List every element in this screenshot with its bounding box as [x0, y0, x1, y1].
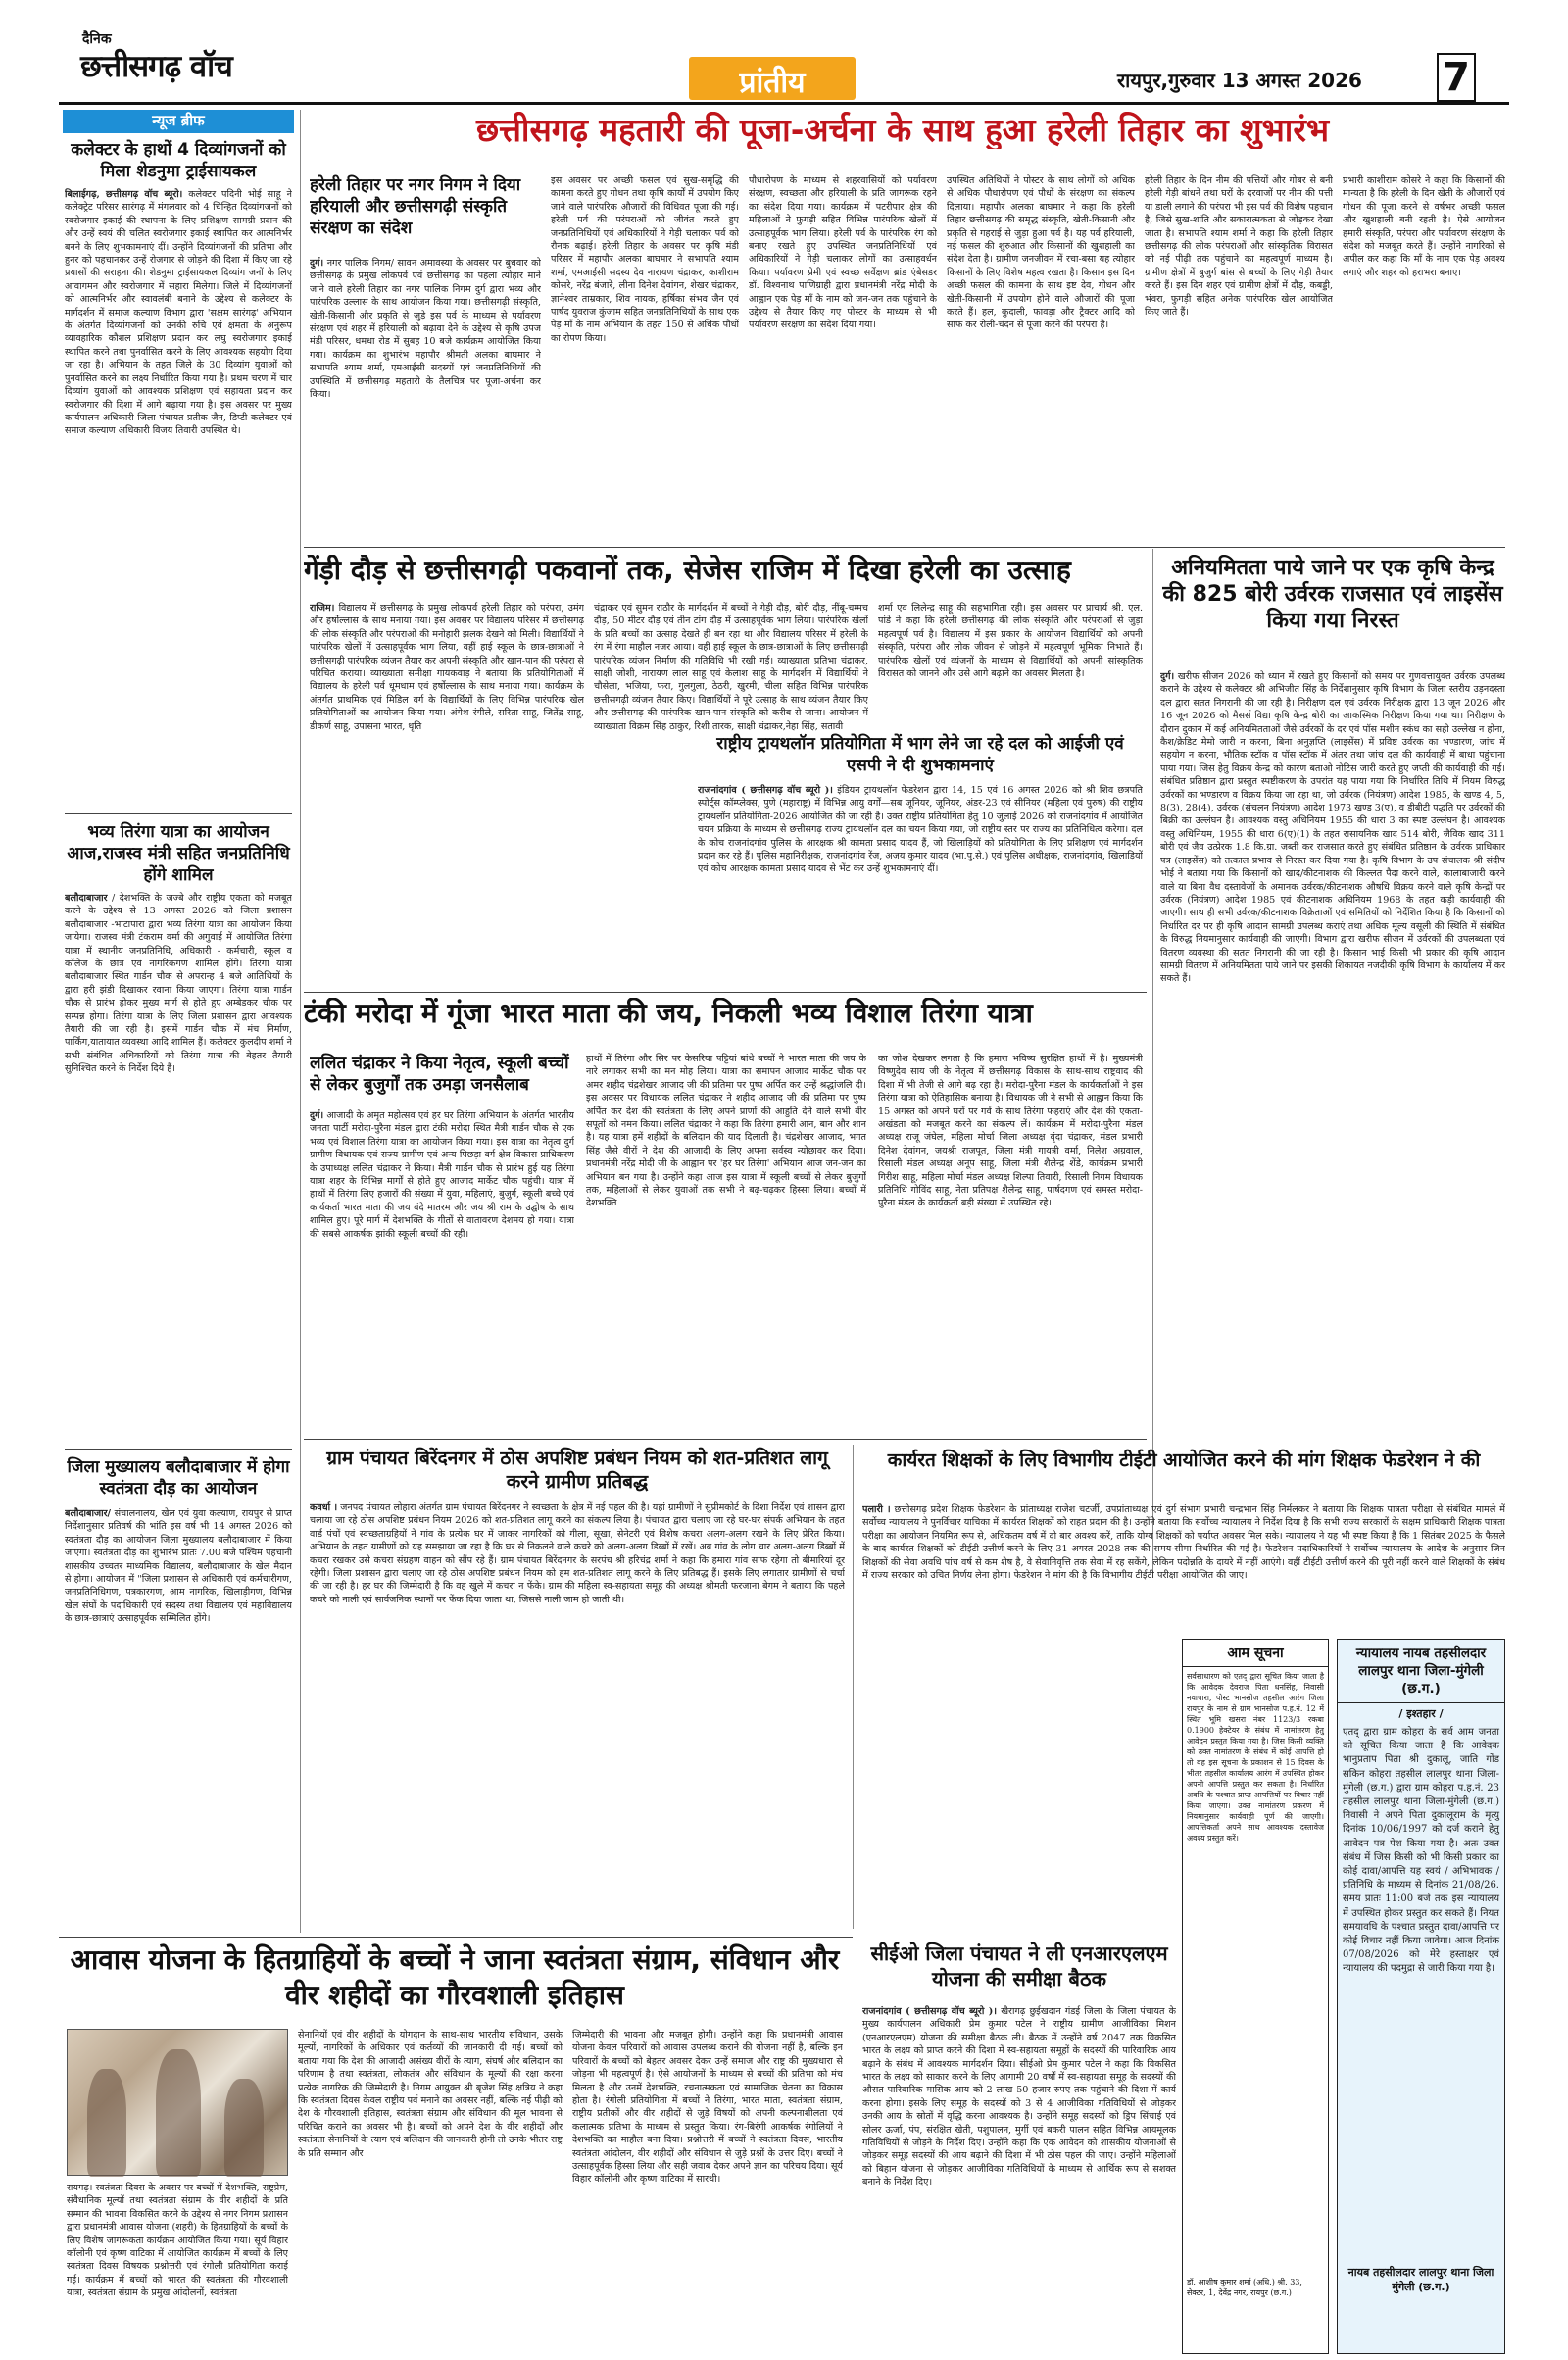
- brief-3-body: [65, 1507, 292, 1927]
- news-brief-label: न्यूज ब्रीफ: [152, 112, 205, 129]
- story1-col-1: [310, 257, 541, 539]
- story7-dateline: पलारी ।: [862, 1504, 891, 1515]
- story5-divider: [304, 1439, 1147, 1440]
- story1-col-4: उपस्थित अतिथियों ने पोस्टर के साथ लोगों को अधिक से अधिक पौधारोपण एवं पौधों के संरक्षण का संकल्प दिलाया। महापौर अलका बाघमार ने कहा कि हरेली तिहार छत्तीसगढ़ की समृद्ध संस्कृति, खेती-किसानी और प्रकृति से गहराई से जुड़ा हुआ पर्व है। यह पर्व हरियाली, नई फसल की शुरुआत और किसानों की खुशहाली का संदेश देता है। ग्रामीण जनजीवन में रचा-बसा यह त्योहार किसानों के लिए विशेष महत्व रखता है। किसान इस दिन अच्छी फसल की कामना के साथ इष्ट देव, गोधन और खेती-किसानी में उपयोग होने वाले औजारों की पूजा करते हैं। हल, कुदाली, फावड़ा और ट्रैक्टर आदि को साफ कर रोली-चंदन से पूजा करने की परंपरा है।: [947, 175, 1135, 331]
- story1-subhead: हरेली तिहार पर नगर निगम ने दिया हरियाली और छत्तीसगढ़ी संस्कृति संरक्षण का संदेश: [310, 175, 521, 238]
- story5-headline: टंकी मरोदा में गूंजा भारत माता की जय, निकली भव्य विशाल तिरंगा यात्रा: [304, 998, 1033, 1029]
- story1-col-6: प्रभारी काशीराम कोसरे ने कहा कि किसानों की मान्यता है कि हरेली के दिन खेती के औजारों एवं गोधन की पूजा करने से वर्षभर अच्छी फसल और खुशहाली बनी रहती है। ऐसे आयोजन हमारी संस्कृति, परंपरा और पर्यावरण संरक्षण के संदेश को मजबूत करते हैं। उन्होंने नागरिकों से अपील कर कहा कि माँ के नाम एक पेड़ अवश्य लगाएं और शहर को हराभरा बनाए।: [1343, 175, 1505, 278]
- story4-body: [698, 784, 1143, 988]
- story4-headline: राष्ट्रीय ट्रायथलॉन प्रतियोगिता में भाग लेने जा रहे दल को आईजी एवं एसपी ने दी शुभकामनाएं: [716, 734, 1124, 775]
- public-notice: [1182, 1639, 1329, 2354]
- event-photo: [67, 2029, 288, 2176]
- story8-col-1: सेनानियों एवं वीर शहीदों के योगदान के साथ-साथ भारतीय संविधान, उसके मूल्यों, नागरिकों के अधिकार एवं कर्तव्यों की जानकारी दी गई। बच्चों को बताया गया कि देश की आजादी असंख्य वीरों के त्याग, संघर्ष और बलिदान का परिणाम है तथा स्वतंत्रता, लोकतंत्र और संविधान के मूल्यों की रक्षा करना प्रत्येक नागरिक की जिम्मेदारी है। निगम आयुक्त श्री बृजेश सिंह क्षत्रिय ने कहा कि स्वतंत्रता दिवस केवल राष्ट्रीय पर्व मनाने का अवसर नहीं, बल्कि नई पीढ़ी को देश के गौरवशाली इतिहास, स्वतंत्रता संग्राम और संविधान की मूल भावना से परिचित कराने का अवसर भी है। बच्चों को अपने देश के वीर शहीदों और स्वतंत्रता सेनानियों के त्याग एवं बलिदान की जानकारी होनी तो उनके भीतर राष्ट्र के प्रति सम्मान और: [298, 2030, 563, 2159]
- story2-col-1-text: विद्यालय में छत्तीसगढ़ के प्रमुख लोकपर्व हरेली तिहार को परंपरा, उमंग और हर्षोल्लास के साथ मनाया गया। इस अवसर पर विद्यालय परिसर में छत्तीसगढ़ की लोक संस्कृति और परंपराओं की मनोहारी झलक देखने को मिली। विद्यार्थियों ने पारंपरिक खेलों में उत्साहपूर्वक भाग लिया, वहीं हाई स्कूल के छात्र-छात्राओं ने छत्तीसगढ़ी पारंपरिक व्यंजन तैयार कर अपनी संस्कृति और खान-पान की परंपरा से परिचित कराया। व्याख्याता समीक्षा गायकवाड़ ने बताया कि प्रतियोगिताओं में विद्यालय के हरेली पर्व धूमधाम एवं हर्षोल्लास के साथ मनाया गया। कार्यक्रम के अंतर्गत प्राथमिक एवं मिडिल वर्ग के विद्यार्थियों के लिए विभिन्न पारंपरिक खेल प्रतियोगिताओं का आयोजन किया गया। अंगेश रंगीले, सरिता साहू, जितेंद्र साहू, डीकर्ण साहू, उपासना भारत, धृति: [310, 603, 584, 732]
- photo-figure-2: [156, 2049, 201, 2177]
- story5-subhead: ललित चंद्राकर ने किया नेतृत्व, स्कूली बच्चों से लेकर बुजुर्गों तक उमड़ा जनसैलाब: [310, 1054, 569, 1095]
- section-title: प्रांतीय: [739, 66, 806, 100]
- brand-top: दैनिक: [82, 31, 112, 47]
- story1-divider: [304, 547, 1505, 548]
- story4-text: इंडियन ट्रायथलॉन फेडरेशन द्वारा 14, 15 एवं 16 अगस्त 2026 को श्री शिव छत्रपति स्पोर्ट्स कॉम्प्लेक्स, पुणे (महाराष्ट्र) में विभिन्न आयु वर्गों—सब जूनियर, जूनियर, अंडर-23 एवं सीनियर (महिला एवं पुरुष) की राष्ट्रीय ट्रायथलॉन प्रतियोगिता-2026 आयोजित की जा रही है। उक्त राष्ट्रीय प्रतियोगिता हेतु 10 जुलाई 2026 को राजनांदगांव में आयोजित चयन प्रक्रिया के माध्यम से छत्तीसगढ़ राज्य ट्रायथलॉन दल का चयन किया गया, जो राष्ट्रीय स्तर पर राज्य का प्रतिनिधित्व करेगा। दल के कोच राजनांदगांव पुलिस के आरक्षक श्री कामता प्रसाद यादव हैं, जो खिलाड़ियों को प्रतियोगिता के लिए प्रशिक्षण एवं मार्गदर्शन प्रदान कर रहे हैं। पुलिस महानिरीक्षक, राजनांदगांव रेंज, अजय कुमार यादव (भा.पु.से.) एवं पुलिस अधीक्षक, राजनांदगांव, खिलाड़ियों एवं कोच आरक्षक कामता प्रसाद यादव से भेंट कर उन्हें शुभकामनाएं दीं।: [698, 785, 1143, 875]
- brief-1-body: [65, 188, 292, 808]
- story6-dateline: कवर्धा ।: [310, 1502, 338, 1513]
- brief-1-dateline: बिलाईगढ़, छत्तीसगढ़ वॉच ब्यूरो।: [65, 189, 183, 200]
- brief-3-text: संचालनालय, खेल एवं युवा कल्याण, रायपुर से प्राप्त निर्देशानुसार प्रतिवर्ष की भांति इस वर्ष भी 14 अगस्त 2026 को स्वतंत्रता दौड़ का आयोजन जिला मुख्यालय बलौदाबाजार में किया जाएगा। स्वतंत्रता दौड़ का शुभारंभ प्रातः 7.00 बजे पश्चिम पहचानी शासकीय उच्चतर माध्यमिक विद्यालय, बलौदाबाजार के खेल मैदान से होगा। आयोजन में "जिला प्रशासन से अधिकारी एवं कर्मचारीगण, जनप्रतिनिधिगण, पत्रकारगण, आम नागरिक, खिलाड़ीगण, विभिन्न खेल संघों के पदाधिकारी एवं सदस्य तथा विद्यालय एवं महाविद्यालय के छात्र-छात्राएं उत्साहपूर्वक सम्मिलित होंगे।: [65, 1508, 292, 1625]
- court-notice-signature: नायब तहसीलदार लालपुर थाना जिला मुंगेली (छ.ग.): [1348, 2266, 1494, 2293]
- story3-divider: [1152, 549, 1153, 1578]
- public-notice-signature: डॉ. आशीष कुमार शर्मा (अधि.) श्री. 33, सेक्टर, 1, देवेंद्र नगर, रायपुर (छ.ग.): [1187, 2278, 1302, 2297]
- brief-2-dateline: बलौदाबाजार: [65, 893, 108, 904]
- story7-headline: कार्यरत शिक्षकों के लिए विभागीय टीईटी आयोजित करने की मांग शिक्षक फेडरेशन ने की: [887, 1450, 1481, 1471]
- masthead: [0, 0, 1568, 102]
- story9-body: [862, 2005, 1176, 2354]
- public-notice-title: आम सूचना: [1183, 1640, 1328, 1667]
- brief-divider-2: [65, 1449, 292, 1450]
- dateline: रायपुर,गुरुवार 13 अगस्त 2026: [1117, 69, 1362, 92]
- story9-text: खैरागढ़ छुईखदान गंडई जिला के जिला पंचायत के मुख्य कार्यपालन अधिकारी प्रेम कुमार पटेल ने राष्ट्रीय ग्रामीण आजीविका मिशन (एनआरएलएम) योजना की समीक्षा बैठक ली। बैठक में उन्होंने वर्ष 2047 तक विकसित भारत के लक्ष्य को प्राप्त करने की दिशा में स्व-सहायता समूहों के सदस्यों की पारिवारिक आय बढ़ाने के संबंध में आवश्यक मार्गदर्शन दिया। सीईओ प्रेम कुमार पटेल ने कहा कि विकसित भारत के लक्ष्य को साकार करने के लिए आगामी 20 वर्षों में स्व-सहायता समूह के सदस्यों की औसत पारिवारिक मासिक आय को 2 लाख 50 हजार रुपए तक पहुंचाने की दिशा में कार्य करना होगा। इसके लिए समूह के सदस्यों को 3 से 4 आजीविका गतिविधियों से जोड़कर उनकी आय के स्रोतों में वृद्धि करना आवश्यक है। उन्होंने समूह सदस्यों को ड्रिप सिंचाई एवं सोलर ऊर्जा, पंप, संरक्षित खेती, पशुपालन, मुर्गी एवं बकरी पालन सहित विभिन्न आयमूलक गतिविधियों से जोड़ने के निर्देश दिए। उन्होंने कहा कि एक आवेदन को शासकीय योजनाओं से जोड़कर समूह सदस्यों की आय बढ़ाने की दिशा में भी ठोस पहल की जाए। उन्होंने महिलाओं को बिहान योजना से जोड़कर आजीविका गतिविधियों के माध्यम से आर्थिक रूप से सशक्त बनाने के निर्देश दिए।: [862, 2006, 1176, 2188]
- story5-col-2: हाथों में तिरंगा और सिर पर केसरिया पट्टियां बांधे बच्चों ने भारत माता की जय के नारे लगाकर सभी का मन मोह लिया। यात्रा का समापन आजाद मार्केट चौक पर अमर शहीद चंद्रशेखर आजाद जी की प्रतिमा पर पुष्प अर्पित कर उन्हें श्रद्धांजलि दी। इस अवसर पर विधायक ललित चंद्राकर ने शहीद आजाद जी की प्रतिमा पर पुष्प अर्पित कर देश की स्वतंत्रता के लिए अपने प्राणों की आहुति देने वाले सभी वीर सपूतों को नमन किया। ललित चंद्राकर ने कहा कि तिरंगा हमारी आन, बान और शान है। यह यात्रा हमें शहीदों के बलिदान की याद दिलाती है। चंद्रशेखर आजाद, भगत सिंह जैसे वीरों ने देश की आजादी के लिए अपना सर्वस्व न्योछावर कर दिया। प्रधानमंत्री नरेंद्र मोदी जी के आह्वान पर 'हर घर तिरंगा' अभियान आज जन-जन का अभियान बन गया है। उन्होंने कहा आज इस यात्रा में स्कूली बच्चों से लेकर बुजुर्गों तक, महिलाओं से लेकर युवाओं तक सभी ने बढ़-चढ़कर हिस्सा लिया। बच्चों में देशभक्ति: [586, 1054, 866, 1209]
- story5-col-1-text: आजादी के अमृत महोत्सव एवं हर घर तिरंगा अभियान के अंतर्गत भारतीय जनता पार्टी मरोदा-पुरैना मंडल द्वारा टंकी मरोदा स्थित मैत्री गार्डन चौक से एक भव्य एवं विशाल तिरंगा यात्रा का आयोजन किया गया। इस यात्रा का नेतृत्व दुर्ग ग्रामीण विधायक एवं राज्य ग्रामीण एवं अन्य पिछड़ा वर्ग क्षेत्र विकास प्राधिकरण के उपाध्यक्ष ललित चंद्राकर ने किया। मैत्री गार्डन चौक से प्रारंभ हुई यह तिरंगा यात्रा शहर के विभिन्न मार्गों से होते हुए आजाद मार्केट चौक पहुंची। यात्रा में हाथों में तिरंगा लिए हजारों की संख्या में युवा, महिलाएं, बुजुर्ग, स्कूली बच्चे एवं कार्यकर्ता भारत माता की जय वंदे मातरम और जय श्री राम के उद्घोष के साथ शामिल हुए। पूरे मार्ग में देशभक्ति के गीतों से वातावरण देशमय हो गया। यात्रा की सबसे आकर्षक झांकी स्कूली बच्चों की रही।: [310, 1110, 574, 1240]
- story6-body: [310, 1501, 845, 1929]
- story6-headline: ग्राम पंचायत बिरेंदनगर में ठोस अपशिष्ट प्रबंधन नियम को शत-प्रतिशत लागू करने ग्रामीण प्रतिबद्ध: [326, 1448, 828, 1493]
- story1-headline: छत्तीसगढ़ महतारी की पूजा-अर्चना के साथ हुआ हरेली तिहार का शुभारंभ: [475, 112, 1330, 149]
- story1-col-1-text: नगर पालिक निगम/ सावन अमावस्या के अवसर पर बुधवार को छत्तीसगढ़ के प्रमुख लोकपर्व एवं छत्तीसगढ़ का पहला त्योहार माने जाने वाले हरेली तिहार का नगर पालिक निगम दुर्ग द्वारा भव्य और पारंपरिक उल्लास के साथ आयोजन किया गया। छत्तीसगढ़ी संस्कृति, खेती-किसानी और प्रकृति से जुड़े इस पर्व के माध्यम से पर्यावरण संरक्षण एवं शहर में हरियाली को बढ़ावा देने के उद्देश्य से कृषि उपज मंडी परिसर, धमधा रोड में सुबह 10 बजे कार्यक्रम आयोजित किया गया। कार्यक्रम का शुभारंभ महापौर श्रीमती अलका बाघमार ने सभापति श्याम शर्मा, एमआईसी सदस्यों एवं जनप्रतिनिधियों की उपस्थिति में छत्तीसगढ़ महतारी के तैलचित्र पर पूजा-अर्चना कर किया।: [310, 258, 541, 401]
- brand-logo: छत्तीसगढ़ वॉच: [80, 49, 232, 84]
- court-notice-body: एतद् द्वारा ग्राम कोहरा के सर्व आम जनता को सूचित किया जाता है कि आवेदक भानुप्रताप पिता श्री दुकालू, जाति गोंड सकिन कोहरा तहसील लालपुर थाना जिला-मुंगेली (छ.ग.) द्वारा ग्राम कोहरा प.ह.नं. 23 तहसील लालपुर थाना जिला-मुंगेली (छ.ग.) निवासी ने अपने पिता दुकालूराम के मृत्यु दिनांक 10/06/1997 को दर्ज कराने हेतु आवेदन पत्र पेश किया गया है। अतः उक्त संबंध में जिस किसी को भी किसी प्रकार का कोई दावा/आपत्ति यह स्वयं / अभिभावक / प्रतिनिधि के माध्यम से दिनांक 21/08/26. समय प्रातः 11:00 बजे तक इस न्यायालय में उपस्थित होकर प्रस्तुत कर सकते हैं। नियत समयावधि के पश्चात प्रस्तुत दावा/आपत्ति पर कोई विचार नहीं किया जावेगा। आज दिनांक 07/08/2026 को मेरे हस्ताक्षर एवं न्यायालय की पदमुद्रा से जारी किया गया है।: [1343, 1727, 1499, 1975]
- story1-col-2: इस अवसर पर अच्छी फसल एवं सुख-समृद्धि की कामना करते हुए गोधन तथा कृषि कार्यों में उपयोग किए जाने वाले पारंपरिक औजारों की विधिवत पूजा की गई। हरेली पर्व की परंपराओं को जीवंत करते हुए जनप्रतिनिधियों एवं अधिकारियों ने गेड़ी चलाकर पर्व को रौनक बढ़ाई। हरेली तिहार के अवसर पर कृषि मंडी परिसर में महापौर अलका बाघमार ने सभापति श्याम शर्मा, एमआईसी सदस्य देव नारायण चंद्राकर, काशीराम कोसरे, नरेंद्र बंजारे, लीना दिनेश देवांगन, शेखर चंद्राकर, ज्ञानेश्वर ताम्रकार, शिव नायक, हर्षिका संभव जैन एवं पार्षद युवराज कुंजाम सहित जनप्रतिनिधियों के साथ एक पेड़ माँ के नाम अभियान के तहत 150 से अधिक पौधों का रोपण किया।: [551, 175, 739, 344]
- story3-text: खरीफ सीजन 2026 को ध्यान में रखते हुए किसानों को समय पर गुणवत्तायुक्त उर्वरक उपलब्ध कराने के उद्देश्य से कलेक्टर श्री अभिजीत सिंह के निर्देशानुसार कृषि विभाग के जिला स्तरीय उड़नदस्ता दल द्वारा सतत निगरानी की जा रही है। निरीक्षण दल एवं उर्वरक निरीक्षक द्वारा 13 जून 2026 और 16 जून 2026 को मैसर्स विद्या कृषि केन्द्र बोरी का आकस्मिक निरीक्षण किया गया था। निरीक्षण के दौरान दुकान में कई अनियमितताओं जैसे उर्वरकों के दर एवं पॉस मशीन स्कंध का सही उल्लेख न होना, कैश/क्रेडिट मेमो जारी न करना, बिना अनुज्ञप्ति (लाइसेंस) में प्रविष्ट उर्वरक का भण्डारण, जांच में सहयोग न करना, भौतिक स्टॉक व पॉस स्टॉक में अंतर तथा जांच दल की कार्यवाही में बाधा पहुंचाना पाया गया। जिस हेतु विक्रय केन्द्र को कारण बताओ नोटिस जारी करते हुए जप्ती की कार्यवाही की गई। संबंधित प्रतिष्ठान द्वारा प्रस्तुत स्पष्टीकरण के उपरांत यह पाया गया कि निर्धारित तिथि में नियम विरुद्ध उर्वरकों का भण्डारण व विक्रय किया जा रहा था, जो उर्वरक (नियंत्रण) आदेश 1985, के खण्ड 4, 5, 8(3), 28(4), उर्वरक (संचलन नियंत्रण) आदेश 1973 खण्ड 3(ए), व डीबीटी पद्धति पर उर्वरकों की बिक्री का उल्लंघन है। आवश्यक वस्तु अधिनियम 1955 की धारा 3 का स्पष्ट उल्लंघन है। आवश्यक वस्तु अधिनियम, 1955 की धारा 6(ए)(1) के तहत रासायनिक खाद 514 बोरी, जैविक खाद 311 बोरी एवं जैव उत्प्रेरक 1.8 कि.ग्रा. जब्ती कर राजसात करते हुए संबंधित प्रतिष्ठान के उर्वरक प्राधिकार पत्र (लाइसेंस) को तत्काल प्रभाव से निरस्त कर दिया गया है। कृषि विभाग के उप संचालक श्री संदीप भोई ने बताया गया कि किसानों को खाद/कीटनाशक की किल्लत पैदा करने वाले, कालाबाजारी करने वाले या बिना वैध दस्तावेजों के अमानक उर्वरक/कीटनाशक औषधि विक्रय करने वाले कृषि केन्द्रों पर उर्वरक (नियंत्रण) आदेश 1985 एवं कीटनाशक अधिनियम 1968 के तहत कड़ी कार्यवाही की जाएगी। साथ ही सभी उर्वरक/कीटनाशक विक्रेताओं एवं समितियों को निर्देशित किया है कि किसानों को निर्धारित दर पर ही कृषि आदान सामग्री उपलब्ध कराएं तथा अधिक मूल्य वसूली की स्थिति में संबंधित के विरुद्ध नियमानुसार कार्यवाही की जाएगी। विभाग द्वारा खरीफ सीजन में उर्वरकों की उपलब्धता एवं वितरण व्यवस्था की सतत निगरानी की जा रही है। किसान भाई किसी भी प्रकार की कृषि आदान सामग्री वितरण में अनियमितता पाये जाने पर इसकी शिकायत नजदीकी कृषि विभाग के कार्यालय में कर सकते हैं।: [1160, 671, 1505, 985]
- sidebar-divider: [300, 110, 301, 1933]
- public-notice-body: सर्वसाधारण को एतद् द्वारा सूचित किया जाता है कि आवेदक देवराज पिता धनसिंह, निवासी नवापारा, पोस्ट भानसोज तहसील आरंग जिला रायपुर के नाम से ग्राम भानसोज प.ह.नं. 12 में स्थित भूमि खसरा नंबर 1123/3 रकबा 0.1900 हेक्टेयर के संबंध में नामांतरण हेतु आवेदन प्रस्तुत किया गया है। जिस किसी व्यक्ति को उक्त नामांतरण के संबंध में कोई आपत्ति हो तो वह इस सूचना के प्रकाशन से 15 दिवस के भीतर तहसील कार्यालय आरंग में उपस्थित होकर अपनी आपत्ति प्रस्तुत कर सकता है। निर्धारित अवधि के पश्चात प्राप्त आपत्तियों पर विचार नहीं किया जाएगा। उक्त नामांतरण प्रकरण में नियमानुसार कार्यवाही पूर्ण की जाएगी। आपत्तिकर्ता अपने साथ आवश्यक दस्तावेज अवश्य प्रस्तुत करें।: [1187, 1672, 1324, 1843]
- story3-headline: अनियमितता पाये जाने पर एक कृषि केन्द्र की 825 बोरी उर्वरक राजसात एवं लाइसेंस किया गया निरस्त: [1162, 556, 1503, 633]
- court-notice: [1337, 1639, 1505, 2354]
- story7-text: छत्तीसगढ़ प्रदेश शिक्षक फेडरेशन के प्रांताध्यक्ष राजेश चटर्जी, उपप्रांताध्यक्ष एवं दुर्ग संभाग प्रभारी चन्द्रभान सिंह निर्मलकर ने बताया कि शिक्षक पात्रता परीक्षा से संबंधित मामले में सर्वोच्च न्यायालय ने पुनर्विचार याचिका में कार्यरत शिक्षकों को राहत प्रदान की है। उन्होंने बताया कि सर्वोच्च न्यायालय ने निर्देश दिया है कि सभी राज्य सरकारों के सक्षम प्राधिकारी शिक्षक पात्रता परीक्षा का आयोजन नियमित रूप से, अधिकतम वर्ष में दो बार अवश्य करें, ताकि योग्य शिक्षकों को पर्याप्त अवसर मिल सके। न्यायालय ने यह भी स्पष्ट किया है कि 1 सितंबर 2025 के फैसले के बाद कार्यरत शिक्षकों को टीईटी उत्तीर्ण करने के लिए 31 अगस्त 2028 तक की समय-सीमा निर्धारित की गई है। फेडरेशन पदाधिकारियों ने सर्वोच्च न्यायालय के आदेश के अनुसार जिन शिक्षकों की सेवा अवधि पांच वर्ष से कम शेष है, वे सेवानिवृत्ति तक सेवा में रह सकेंगे, लेकिन पदोन्नति के दायरे में नहीं आएंगे। वहीं टीईटी उत्तीर्ण करने की पूरी नहीं करने वाले शिक्षकों के संबंध में राज्य सरकार को उचित निर्णय लेना होगा। फेडरेशन ने मांग की है कि विभागीय टीईटी परीक्षा आयोजित की जाए।: [862, 1504, 1505, 1582]
- story6-text: जनपद पंचायत लोहारा अंतर्गत ग्राम पंचायत बिरेंदनगर ने स्वच्छता के क्षेत्र में नई पहल की है। यहां ग्रामीणों ने सुप्रीमकोर्ट के दिशा निर्देश एवं शासन द्वारा चलाया जा रहे ठोस अपशिष्ट प्रबंधन नियम 2026 को शत-प्रतिशत लागू करने का संकल्प लिया है। पंचायत द्वारा चलाए जा रहे घर-घर संपर्क अभियान के तहत वार्ड पंचों एवं स्वच्छताग्रहियों ने गांव के प्रत्येक घर में जाकर नागरिकों को गीला, सूखा, सेनेटरी एवं विशेष कचरा अलग-अलग रखने के लिए प्रेरित किया। अभियान के तहत ग्रामीणों को यह समझाया जा रहा है कि घर से निकलने वाले कचरे को अलग-अलग डिब्बों में रखें। अब गांव के लोग चार अलग-अलग डिब्बों में कचरा रखकर उसे कचरा संग्रहण वाहन को सौंप रहे हैं। ग्राम पंचायत बिरेंदनगर के सरपंच श्री हरिचंद्र शर्मा ने कहा कि हमारा गांव साफ रहेगा तो बीमारियां दूर रहेंगी। जिला प्रशासन द्वारा चलाए जा रहे ठोस अपशिष्ट प्रबंधन नियम को हम शत-प्रतिशत लागू करने के लिए प्रतिबद्ध हैं। इसके लिए लगातार ग्रामीणों से चर्चा की जा रही है। हर घर की जिम्मेदारी है कि वह खुले में कचरा न फेंके। ग्राम की महिला स्व-सहायता समूह की अध्यक्ष श्रीमती फरजाना बेगम ने बताया कि पहले कचरे को नाली एवं सार्वजनिक स्थानों पर फेंक दिया जाता था, जिससे नाली जाम हो जाती थी।: [310, 1502, 845, 1605]
- brief-1-title: कलेक्टर के हाथों 4 दिव्यांगजनों को मिला शेडनुमा ट्राईसायकल: [71, 140, 286, 181]
- story9-dateline: राजनांदगांव ( छत्तीसगढ़ वॉच ब्यूरो )।: [862, 2006, 997, 2017]
- story5-col-3: का जोश देखकर लगता है कि हमारा भविष्य सुरक्षित हाथों में है। मुख्यमंत्री विष्णुदेव साय जी के नेतृत्व में छत्तीसगढ़ विकास के साथ-साथ राष्ट्रवाद की दिशा में भी तेजी से आगे बढ़ रहा है। मरोदा-पुरैना मंडल के कार्यकर्ताओं ने इस तिरंगा यात्रा को ऐतिहासिक बनाया है। विधायक जी ने सभी से आह्वान किया कि 15 अगस्त को अपने घरों पर गर्व के साथ तिरंगा फहराएं और देश की एकता-अखंडता को मजबूत करने का संकल्प लें। कार्यक्रम में मरोदा-पुरैना मंडल अध्यक्ष राजू जंघेल, महिला मोर्चा जिला अध्यक्ष वृंदा चंद्राकर, मंडल प्रभारी दिनेश देवांगन, जयश्री राजपूत, जिला मंत्री गायत्री वर्मा, निलेश अग्रवाल, रिसाली मंडल अध्यक्ष अनूप साहू, जिला मंत्री शैलेन्द्र शेंडे, कार्यक्रम प्रभारी गिरीश साहू, महिला मोर्चा मंडल अध्यक्ष शिल्पा तिवारी, रिसाली निगम विधायक प्रतिनिधि गोविंद साहू, नेता प्रतिपक्ष शैलेन्द्र साहू, पार्षदगण एवं समस्त मरोदा-पुरैना मंडल के कार्यकर्ता बड़ी संख्या में उपस्थित रहे।: [878, 1054, 1143, 1209]
- brief-2-title: भव्य तिरंगा यात्रा का आयोजन आज,राजस्व मंत्री सहित जनप्रतिनिधि होंगे शामिल: [67, 822, 290, 885]
- story6-bottom-divider: [59, 1937, 853, 1938]
- photo-figure-1: [87, 2069, 126, 2177]
- story2-divider: [304, 992, 1147, 993]
- court-notice-title: न्यायालय नायब तहसीलदार लालपुर थाना जिला-मुंगेली (छ.ग.): [1338, 1640, 1504, 1703]
- story2-col-2: चंद्राकर एवं सुमन राठौर के मार्गदर्शन में बच्चों ने गेड़ी दौड़, बोरी दौड़, नींबू-चम्मच दौड़, 50 मीटर दौड़ एवं तीन टांग दौड़ में उत्साहपूर्वक भाग लिया। पारंपरिक खेलों के प्रति बच्चों का उत्साह देखते ही बन रहा था और विद्यालय परिसर में हरेली के रंग में रंगा माहौल नजर आया। वहीं हाई स्कूल के छात्र-छात्राओं के लिए छत्तीसगढ़ी पारंपरिक व्यंजन निर्माण की गतिविधि भी रखी गई। व्याख्याता प्रतिभा चंद्राकर, साक्षी जोशी, नारायण लाल साहू एवं केलाश साहू के मार्गदर्शन में विद्यार्थियों ने चौसेला, भजिया, फरा, गुलगुला, ठेठरी, खुरमी, चीला सहित विभिन्न पारंपरिक छत्तीसगढ़ी व्यंजन तैयार किए। विद्यार्थियों ने पूरे उत्साह के साथ व्यंजन तैयार किए और छत्तीसगढ़ की पारंपरिक खान-पान संस्कृति को करीब से जाना। आयोजन में व्याख्याता विक्रम सिंह ठाकुर, रिशी तारक, साक्षी चंद्राकर,नेहा सिंह, सतावी: [594, 603, 868, 732]
- story3-dateline: दुर्ग।: [1160, 671, 1175, 682]
- story1-dateline: दुर्ग।: [310, 258, 324, 269]
- photo-figure-3: [224, 2079, 264, 2177]
- story6-divider: [853, 1445, 854, 1929]
- story5-dateline: दुर्ग।: [310, 1110, 324, 1121]
- story7-body: [862, 1503, 1505, 1631]
- story8-photo-caption: रायगढ़। स्वतंत्रता दिवस के अवसर पर बच्चों में देशभक्ति, राष्ट्रप्रेम, संवैधानिक मूल्यों तथा स्वतंत्रता संग्राम के वीर शहीदों के प्रति सम्मान की भावना विकसित करने के उद्देश्य से नगर निगम प्रशासन द्वारा प्रधानमंत्री आवास योजना (शहरी) के हितग्राहियों के बच्चों के लिए विशेष जागरूकता कार्यक्रम आयोजित किया गया। सूर्य विहार कॉलोनी एवं कृष्ण वाटिका में आयोजित कार्यक्रम में बच्चों के लिए स्वतंत्रता दिवस विषयक प्रश्नोत्तरी एवं रंगोली प्रतियोगिता कराई गई। कार्यक्रम में बच्चों को भारत की स्वतंत्रता की गौरवशाली यात्रा, स्वतंत्रता संग्राम के प्रमुख आंदोलनों, स्वतंत्रता: [67, 2183, 288, 2299]
- brief-2-text: / देशभक्ति के जज्बे और राष्ट्रीय एकता को मजबूत करने के उद्देश्य से 13 अगस्त 2026 को जिला प्रशासन बलौदाबाजार -भाटापारा द्वारा भव्य तिरंगा यात्रा का आयोजन किया जायेगा। राजस्व मंत्री टंकराम वर्मा की अगुवाई में आयोजित तिरंगा यात्रा में स्थानीय जनप्रतिनिधि, अधिकारी - कर्मचारी, स्कूल व कॉलेज के छात्र एवं नागरिकगण शामिल होंगे। तिरंगा यात्रा बलौदाबाजार स्थित गार्डन चौक से अपरान्ह 4 बजे आतिथियों के द्वारा हरी झंडी दिखाकर रवाना किया जाएगा। तिरंगा यात्रा गार्डन चौक से प्रारंभ होकर मुख्य मार्ग से होते हुए अम्बेडकर चौक पर सम्पन्न होगा। तिरंगा यात्रा के लिए जिला प्रशासन द्वारा आवश्यक तैयारी की जा रही है। इसमें गार्डन चौक में मंच निर्माण, पार्किंग,यातायात व्यवस्था आदि शामिल हैं। कलेक्टर कुलदीप शर्मा ने सभी संबंधित अधिकारियों को तिरंगा यात्रा की बेहतर तैयारी सुनिश्चित करने के निर्देश दिये हैं।: [65, 893, 292, 1075]
- story8-headline: आवास योजना के हितग्राहियों के बच्चों ने जाना स्वतंत्रता संग्राम, संविधान और वीर शहीदों का गौरवशाली इतिहास: [70, 1943, 840, 2011]
- story2-dateline: राजिम।: [310, 603, 335, 614]
- story2-headline: गेंड़ी दौड़ से छत्तीसगढ़ी पकवानों तक, सेजेस राजिम में दिखा हरेली का उत्साह: [304, 555, 1071, 586]
- story5-col-1: [310, 1109, 574, 1433]
- brief-divider-1: [65, 813, 292, 814]
- masthead-rule: [59, 102, 1509, 105]
- court-notice-label: / इश्तहार /: [1398, 1707, 1444, 1720]
- story8-col-2: जिम्मेदारी की भावना और मजबूत होगी। उन्होंने कहा कि प्रधानमंत्री आवास योजना केवल परिवारों को आवास उपलब्ध कराने की योजना नहीं है, बल्कि इन परिवारों के बच्चों को बेहतर अवसर देकर उन्हें समाज और राष्ट्र की मुख्यधारा से जोड़ना भी महत्वपूर्ण है। ऐसे आयोजनों के माध्यम से बच्चों की प्रतिभा को मंच मिलता है और उनमें देशभक्ति, रचनात्मकता एवं सामाजिक चेतना का विकास होता है। रंगोली प्रतियोगिता में बच्चों ने तिरंगा, भारत माता, स्वतंत्रता संग्राम, राष्ट्रीय प्रतीकों और वीर शहीदों से जुड़े विषयों को अपनी कल्पनाशीलता एवं कलात्मक प्रतिभा के माध्यम से प्रस्तुत किया। रंग-बिरंगी आकर्षक रंगोलियों ने देशभक्ति का माहौल बना दिया। प्रश्नोत्तरी में बच्चों ने स्वतंत्रता दिवस, भारतीय स्वतंत्रता आंदोलन, वीर शहीदों और संविधान से जुड़े प्रश्नों के उत्तर दिए। बच्चों ने उत्साहपूर्वक हिस्सा लिया और सही जवाब देकर अपने ज्ञान का परिचय दिया। सूर्य विहार कॉलोनी और कृष्ण वाटिका में सारथी।: [572, 2030, 843, 2186]
- page-number: 7: [1443, 55, 1470, 100]
- story9-headline: सीईओ जिला पंचायत ने ली एनआरएलएम योजना की समीक्षा बैठक: [870, 1942, 1168, 1991]
- story4-dateline: राजनांदगांव ( छत्तीसगढ़ वॉच ब्यूरो )।: [698, 785, 833, 796]
- brief-1-text: कलेक्टर पदिनी भोई साहू ने कलेक्ट्रेट परिसर सारंगढ़ में मंगलवार को 4 चिन्हित दिव्यांगजनों को स्वरोजगार इकाई की स्थापना के लिए प्रशिक्षण सामग्री प्रदान की और उन्हें स्वयं की चलित स्वरोजगार इकाई स्थापित कर आत्मनिर्भर बनने के लिए शुभकामनाएं दीं। उन्होंने दिव्यांगजनों की प्रतिभा और हुनर को पहचानकर उन्हें रोजगार से जोड़ने की दिशा में किए जा रहे प्रयासों की सराहना की। शेडनुमा ट्राईसायकल दिव्यांग जनों के लिए आवागमन और स्वरोजगार में सहारा मिलेगा। जिले में दिव्यांगजनों को आत्मनिर्भर और स्वावलंबी बनाने के उद्देश्य से कलेक्टर के मार्गदर्शन में समाज कल्याण विभाग द्वारा 'सक्षम सारंगढ़' अभियान के अंतर्गत दिव्यांगजनों को उनकी रुचि एवं क्षमता के अनुरूप व्यावहारिक कौशल प्रशिक्षण प्रदान कर लघु स्वरोजगार इकाई स्थापित करने तथा पुनर्वासित करने के लिए आवश्यक सहयोग दिया जा रहा है। अभियान के तहत जिले के 30 दिव्यांग युवाओं को पुनर्वासित करने का लक्ष्य निर्धारित किया गया है। प्रथम चरण में चार दिव्यांग युवाओं को आवश्यक प्रशिक्षण एवं सहायता प्रदान कर स्वरोजगार की दिशा में आगे बढ़ाया गया है। इस अवसर पर मुख्य कार्यपालन अधिकारी जिला पंचायत प्रतीक जैन, डिप्टी कलेक्टर एवं समाज कल्याण अधिकारी विजय तिवारी उपस्थित थे।: [65, 189, 292, 437]
- brief-3-dateline: बलौदाबाजार/: [65, 1508, 112, 1519]
- story1-col-5: हरेली तिहार के दिन नीम की पत्तियों और गोबर से बनी हरेली गेड़ी बांधने तथा घरों के दरवाजों पर नीम की पत्ती या डाली लगाने की परंपरा भी इस पर्व की विशेष पहचान है, जिसे सुख-शांति और सकारात्मकता से जोड़कर देखा जाता है। सभापति श्याम शर्मा ने कहा कि हरेली तिहार छत्तीसगढ़ की लोक परंपराओं और सांस्कृतिक विरासत को नई पीढ़ी तक पहुंचाने का महत्वपूर्ण माध्यम है। ग्रामीण क्षेत्रों में बुजुर्ग बांस से बच्चों के लिए गेड़ी तैयार करते हैं। इस दिन शहर एवं ग्रामीण क्षेत्रों में दौड़, कबड्डी, भंवरा, फुगड़ी सहित अनेक पारंपरिक खेल आयोजित किए जाते हैं।: [1145, 175, 1333, 319]
- story3-body: [1160, 670, 1505, 1572]
- story2-col-3: शर्मा एवं लिलेन्द्र साहू की सहभागिता रही। इस अवसर पर प्राचार्य श्री. एल. पांडे ने कहा कि हरेली छत्तीसगढ़ की लोक संस्कृति और परंपराओं से जुड़ा महत्वपूर्ण पर्व है। विद्यालय में इस प्रकार के आयोजन विद्यार्थियों को अपनी संस्कृति, परंपरा और लोक जीवन से जोड़ने में महत्वपूर्ण भूमिका निभाते हैं। पारंपरिक खेलों एवं व्यंजनों के माध्यम से विद्यार्थियों को अपनी सांस्कृतिक विरासत को जानने और उसे आगे बढ़ाने का अवसर मिलता है।: [878, 603, 1143, 680]
- brief-2-body: [65, 892, 292, 1443]
- story2-col-1: [310, 602, 584, 988]
- story1-col-3: पौधारोपण के माध्यम से शहरवासियों को पर्यावरण संरक्षण, स्वच्छता और हरियाली के प्रति जागरूक रहने का संदेश दिया गया। कार्यक्रम में पटरीपार क्षेत्र की महिलाओं ने फुगड़ी सहित विभिन्न पारंपरिक खेलों में उत्साहपूर्वक भाग लिया। हरेली पर्व के पारंपरिक रंग को बनाए रखते हुए उपस्थित जनप्रतिनिधियों एवं अधिकारियों ने गेड़ी चलाकर लोगों का उत्साहवर्धन किया। पर्यावरण प्रेमी एवं स्वच्छ सर्वेक्षण ब्रांड एंबेसडर डॉ. विश्वनाथ पाणिग्राही द्वारा प्रधानमंत्री नरेंद्र मोदी के आह्वान एक पेड़ माँ के नाम को जन-जन तक पहुंचाने के उद्देश्य से तैयार किए गए पोस्टर के माध्यम से भी पर्यावरण संरक्षण का संदेश दिया गया।: [749, 175, 937, 331]
- brief-3-title: जिला मुख्यालय बलौदाबाजार में होगा स्वतंत्रता दौड़ का आयोजन: [67, 1457, 290, 1499]
